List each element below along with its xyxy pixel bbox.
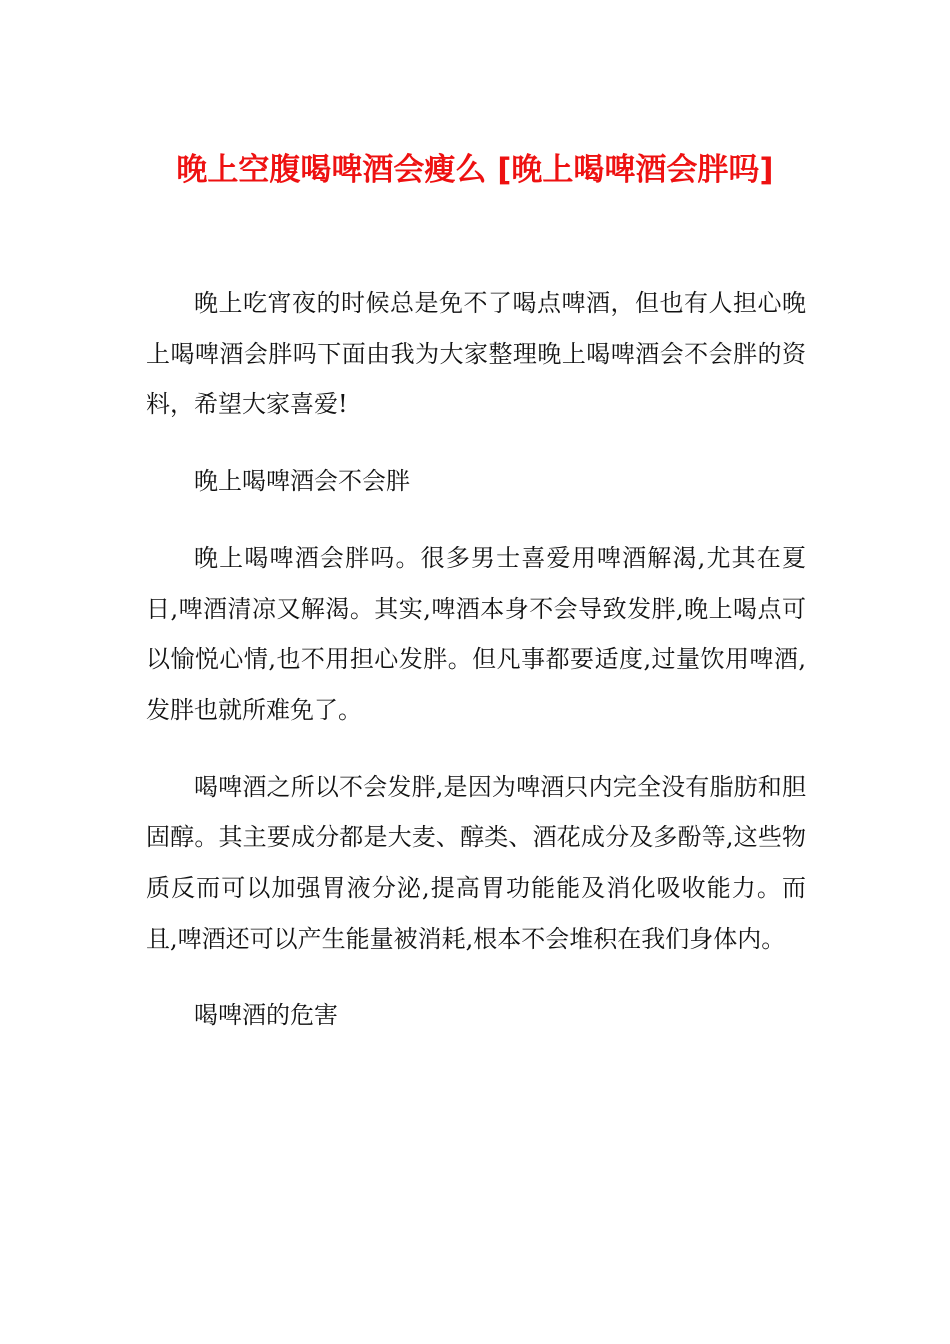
- section-heading-weight: 晚上喝啤酒会不会胖: [194, 467, 410, 496]
- document-title: 晚上空腹喝啤酒会瘦么 [晚上喝啤酒会胖吗]: [176, 152, 774, 188]
- paragraph-reason: 喝啤酒之所以不会发胖,是因为啤酒只内完全没有脂肪和胆固醇。其主要成分都是大麦、醇类、酒花成分及多酚等,这些物质反而可以加强胃液分泌,提高胃功能能及消化吸收能力。而且,啤酒还可以产生能量被消耗,根本不会堆积在我们身体内。: [146, 772, 806, 953]
- document-body: [146, 278, 806, 1041]
- paragraph-intro: 晚上吃宵夜的时候总是免不了喝点啤酒，但也有人担心晚上喝啤酒会胖吗下面由我为大家整理晚上喝啤酒会不会胖的资料，希望大家喜爱!: [146, 289, 806, 419]
- paragraph-weight: 晚上喝啤酒会胖吗。很多男士喜爱用啤酒解渴,尤其在夏日,啤酒清凉又解渴。其实,啤酒本身不会导致发胖,晚上喝点可以愉悦心情,也不用担心发胖。但凡事都要适度,过量饮用啤酒,发胖也就所难免了。: [146, 543, 806, 724]
- section-heading-harm: 喝啤酒的危害: [194, 1001, 338, 1030]
